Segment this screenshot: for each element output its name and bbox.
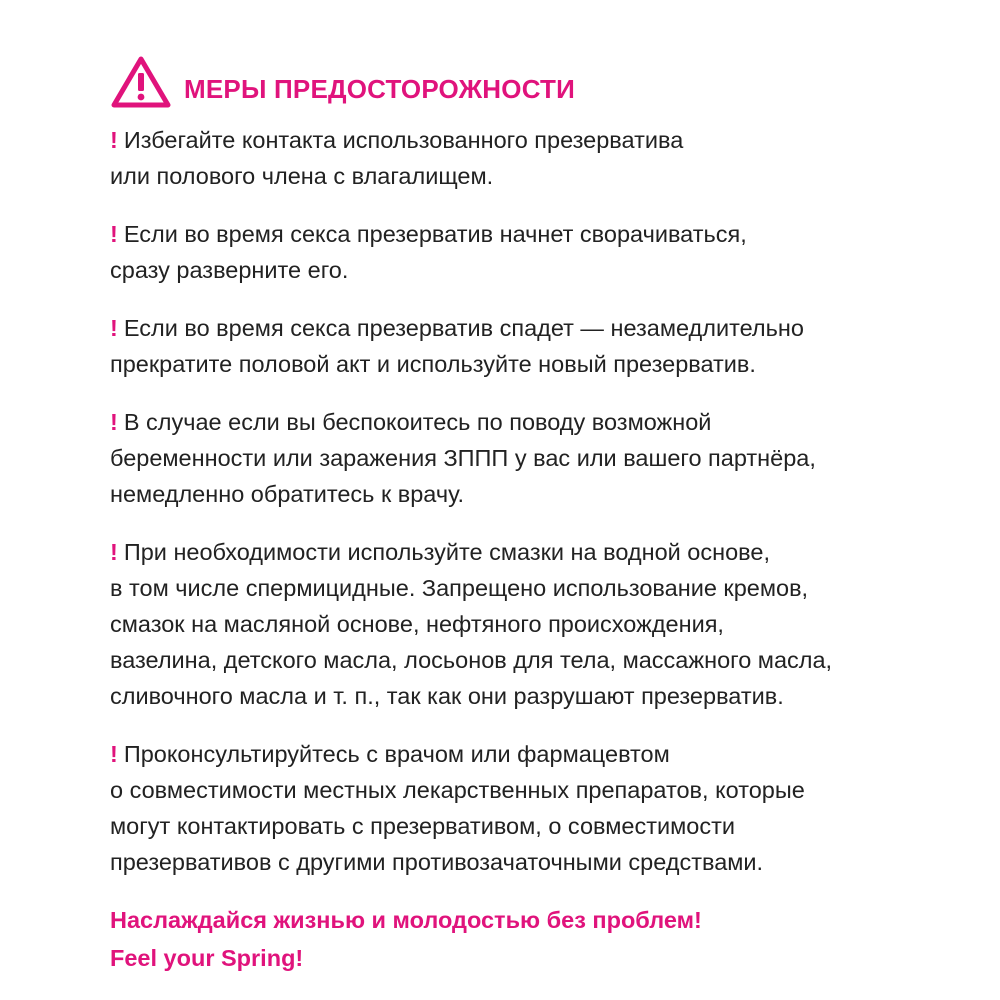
precaution-text: Избегайте контакта использованного презерватива bbox=[123, 127, 684, 153]
slogan-en: Feel your Spring! bbox=[110, 945, 304, 971]
warning-icon bbox=[110, 55, 172, 109]
exclamation-marker: ! bbox=[110, 221, 118, 247]
precautions-header bbox=[110, 52, 970, 112]
precaution-text: сразу разверните его. bbox=[110, 257, 349, 283]
precaution-text: смазок на масляной основе, нефтяного происхождения, bbox=[110, 611, 724, 637]
precaution-line bbox=[110, 678, 970, 714]
precaution-text: могут контактировать с презервативом, о совместимости bbox=[110, 813, 735, 839]
precaution-line bbox=[110, 404, 970, 440]
precaution-text: Если во время секса презерватив начнет сворачиваться, bbox=[123, 221, 747, 247]
exclamation-marker: ! bbox=[110, 539, 118, 565]
precaution-line bbox=[110, 346, 970, 382]
precaution-line bbox=[110, 808, 970, 844]
precaution-text: сливочного масла и т. п., так как они разрушают презерватив. bbox=[110, 683, 784, 709]
precaution-line bbox=[110, 844, 970, 880]
exclamation-marker: ! bbox=[110, 409, 118, 435]
precaution-item bbox=[110, 534, 970, 714]
precaution-text: немедленно обратитесь к врачу. bbox=[110, 481, 465, 507]
precaution-text: вазелина, детского масла, лосьонов для тела, массажного масла, bbox=[110, 647, 833, 673]
page-title: МЕРЫ ПРЕДОСТОРОЖНОСТИ bbox=[184, 74, 576, 104]
precautions-page bbox=[110, 52, 970, 976]
precaution-text: прекратите половой акт и используйте новый презерватив. bbox=[110, 351, 756, 377]
precaution-line bbox=[110, 252, 970, 288]
exclamation-marker: ! bbox=[110, 741, 118, 767]
exclamation-marker: ! bbox=[110, 127, 118, 153]
precaution-item bbox=[110, 122, 970, 194]
precaution-line bbox=[110, 606, 970, 642]
precaution-item bbox=[110, 310, 970, 382]
precaution-text: в том числе спермицидные. Запрещено использование кремов, bbox=[110, 575, 809, 601]
precaution-line bbox=[110, 642, 970, 678]
precaution-line bbox=[110, 158, 970, 194]
exclamation-marker: ! bbox=[110, 315, 118, 341]
precaution-line bbox=[110, 122, 970, 158]
precaution-text: или полового члена с влагалищем. bbox=[110, 163, 494, 189]
precaution-line bbox=[110, 476, 970, 512]
precaution-text: В случае если вы беспокоитесь по поводу возможной bbox=[123, 409, 712, 435]
precaution-line bbox=[110, 440, 970, 476]
precaution-line bbox=[110, 534, 970, 570]
precaution-item bbox=[110, 216, 970, 288]
precaution-text: Если во время секса презерватив спадет — незамедлительно bbox=[123, 315, 804, 341]
precaution-text: беременности или заражения ЗППП у вас или вашего партнёра, bbox=[110, 445, 816, 471]
precaution-line bbox=[110, 216, 970, 252]
precaution-line bbox=[110, 570, 970, 606]
precaution-text: Проконсультируйтесь с врачом или фармацевтом bbox=[123, 741, 670, 767]
slogan-ru: Наслаждайся жизнью и молодостью без проблем! bbox=[110, 907, 702, 933]
precaution-text: При необходимости используйте смазки на водной основе, bbox=[123, 539, 770, 565]
precaution-line bbox=[110, 772, 970, 808]
precaution-item bbox=[110, 736, 970, 880]
precaution-text: презервативов с другими противозачаточными средствами. bbox=[110, 849, 764, 875]
precaution-text: о совместимости местных лекарственных препаратов, которые bbox=[110, 777, 805, 803]
precaution-item bbox=[110, 404, 970, 512]
precautions-list bbox=[110, 122, 970, 880]
precaution-line bbox=[110, 310, 970, 346]
precaution-line bbox=[110, 736, 970, 772]
